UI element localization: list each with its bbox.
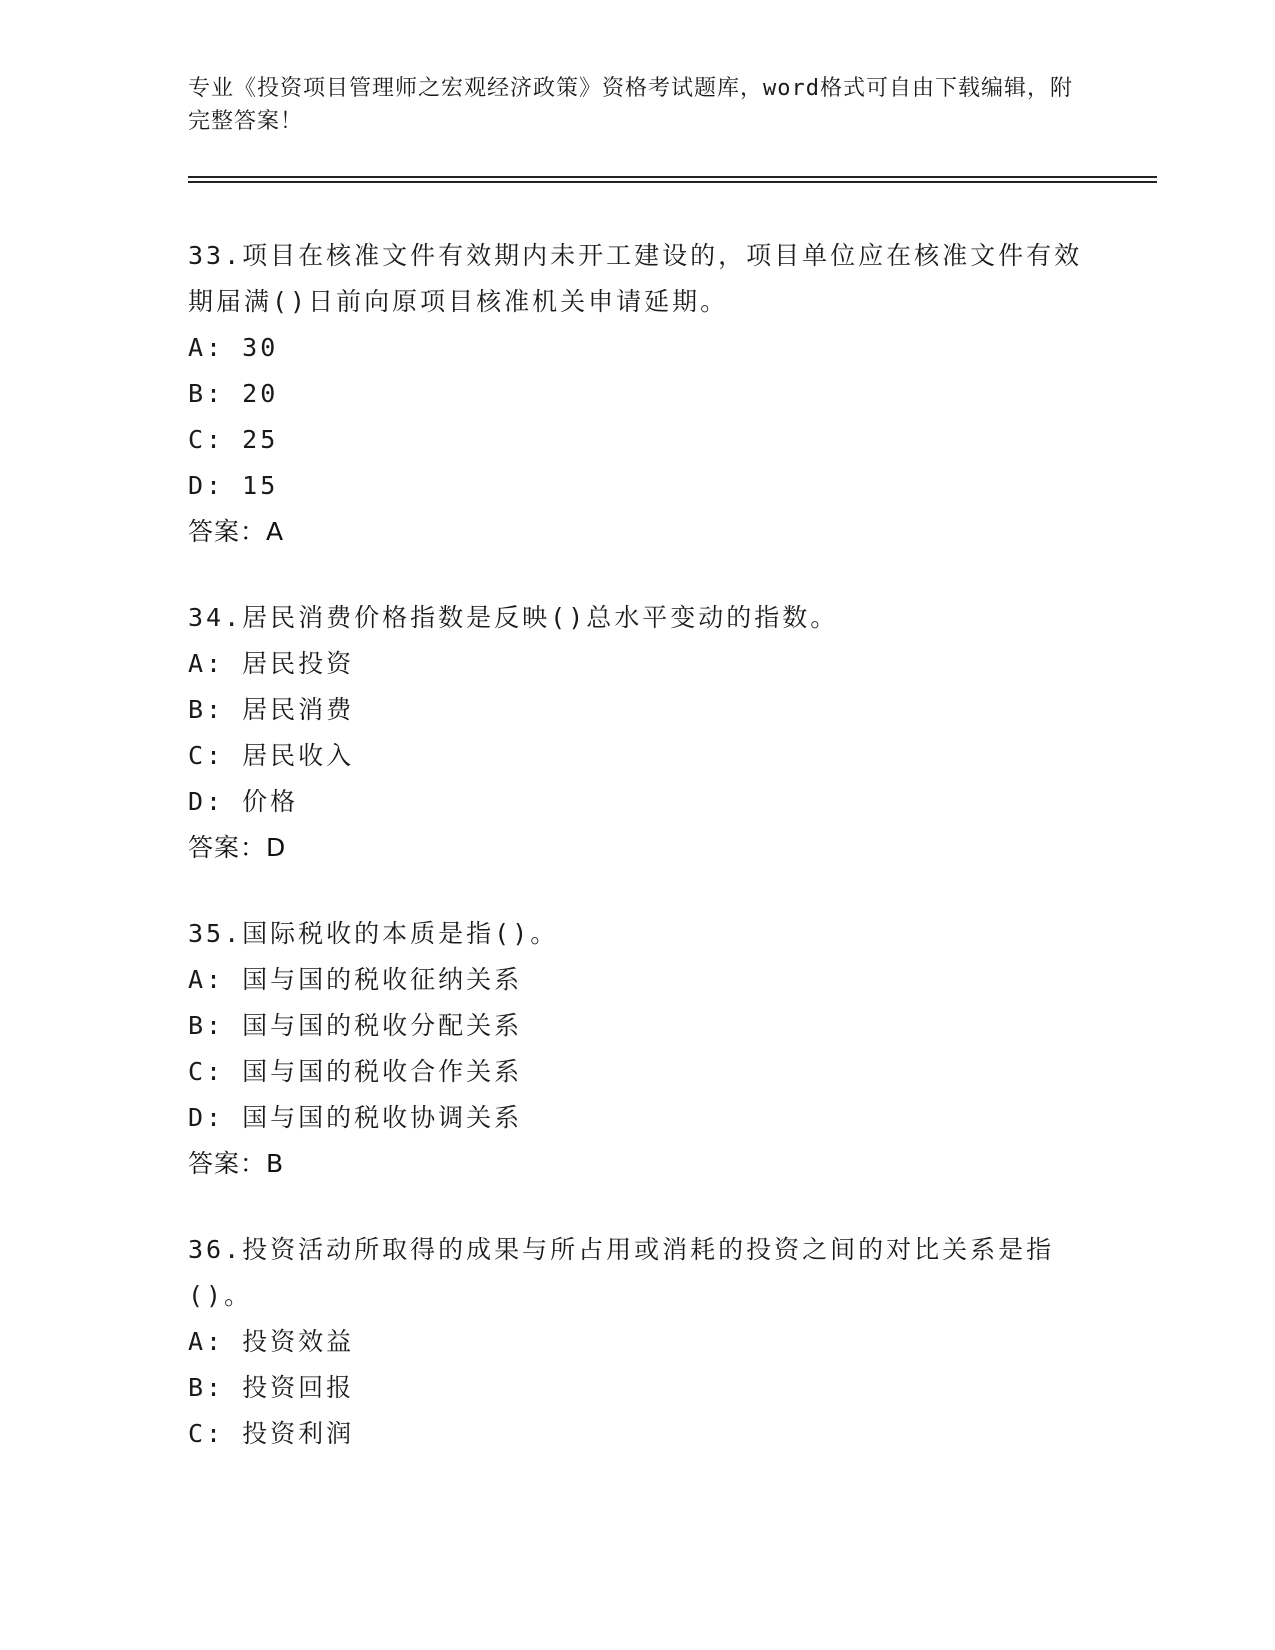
option-d: D: 国与国的税收协调关系 [188, 1103, 523, 1132]
option-a: A: 国与国的税收征纳关系 [188, 965, 523, 994]
question-35 [188, 911, 1088, 1187]
header-divider [188, 176, 1157, 182]
option-c: C: 25 [188, 425, 279, 454]
answer-line: 答案：D [188, 833, 287, 862]
option-c: C: 国与国的税收合作关系 [188, 1057, 523, 1086]
header-text: 专业《投资项目管理师之宏观经济政策》资格考试题库，word格式可自由下载编辑，附完整答案！ [188, 76, 1073, 134]
divider-line-top [188, 176, 1157, 178]
question-36 [188, 1227, 1088, 1457]
question-stem: 35.国际税收的本质是指()。 [188, 919, 559, 948]
question-stem: 34.居民消费价格指数是反映()总水平变动的指数。 [188, 603, 839, 632]
answer-line: 答案：A [188, 517, 285, 546]
question-33 [188, 233, 1088, 555]
answer-line: 答案：B [188, 1149, 285, 1178]
option-b: B: 20 [188, 379, 279, 408]
question-34 [188, 595, 1088, 871]
option-c: C: 居民收入 [188, 741, 355, 770]
option-b: B: 国与国的税收分配关系 [188, 1011, 523, 1040]
option-c: C: 投资利润 [188, 1419, 355, 1448]
question-list [188, 233, 1088, 1497]
option-a: A: 居民投资 [188, 649, 355, 678]
question-stem: 36.投资活动所取得的成果与所占用或消耗的投资之间的对比关系是指()。 [188, 1235, 1055, 1310]
question-stem: 33.项目在核准文件有效期内未开工建设的，项目单位应在核准文件有效期届满()日前向原项目核准机关申请延期。 [188, 241, 1083, 316]
option-a: A: 30 [188, 333, 279, 362]
option-d: D: 价格 [188, 787, 299, 816]
option-d: D: 15 [188, 471, 279, 500]
option-a: A: 投资效益 [188, 1327, 355, 1356]
option-b: B: 居民消费 [188, 695, 355, 724]
document-header [188, 72, 1078, 138]
divider-line-bottom [188, 181, 1157, 183]
option-b: B: 投资回报 [188, 1373, 355, 1402]
